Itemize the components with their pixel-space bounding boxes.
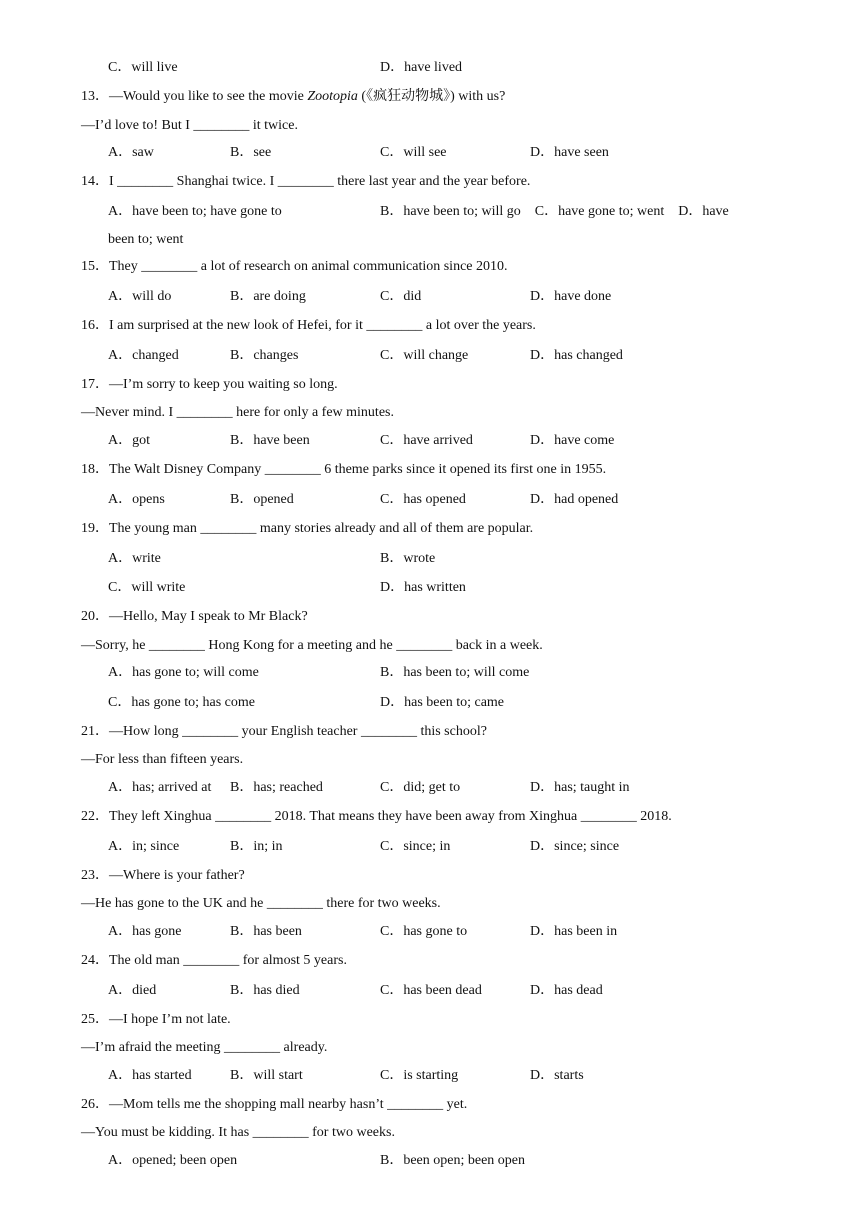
q15-stem: 15．They ________ a lot of research on animal communication since 2010. (81, 259, 508, 274)
q13-option-c[interactable]: C．will see (380, 145, 447, 160)
q14-option-a[interactable]: A．have been to; have gone to (108, 204, 282, 219)
q20-reply: —Sorry, he ________ Hong Kong for a meeting and he ________ back in a week. (81, 638, 543, 653)
q18-option-c[interactable]: C．has opened (380, 492, 466, 507)
q13-option-d[interactable]: D．have seen (530, 145, 609, 160)
q19-option-d[interactable]: D．has written (380, 580, 466, 595)
q19-stem: 19．The young man ________ many stories already and all of them are popular. (81, 521, 534, 536)
q13-stem (81, 88, 505, 106)
q22-option-a[interactable]: A．in; since (108, 839, 180, 854)
q20-option-b[interactable]: B．has been to; will come (380, 665, 530, 680)
q18-stem: 18．The Walt Disney Company ________ 6 theme parks since it opened its first one in 1955. (81, 462, 607, 477)
q21-stem: 21．—How long ________ your English teacher ________ this school? (81, 724, 487, 739)
q21-reply: —For less than fifteen years. (81, 752, 244, 767)
q20-stem: 20．—Hello, May I speak to Mr Black? (81, 609, 308, 624)
q13-movie-title: Zootopia (307, 89, 358, 104)
q22-option-b[interactable]: B．in; in (230, 839, 283, 854)
q24-stem: 24．The old man ________ for almost 5 years. (81, 953, 347, 968)
q23-option-d[interactable]: D．has been in (530, 924, 618, 939)
q16-option-c[interactable]: C．will change (380, 348, 469, 363)
q13-reply: —I’d love to! But I ________ it twice. (81, 118, 298, 133)
q26-reply: —You must be kidding. It has ________ for two weeks. (81, 1125, 395, 1140)
q15-option-c[interactable]: C．did (380, 289, 422, 304)
q19-option-c[interactable]: C．will write (108, 580, 186, 595)
q16-option-d[interactable]: D．has changed (530, 348, 623, 363)
q24-option-c[interactable]: C．has been dead (380, 983, 482, 998)
q23-option-b[interactable]: B．has been (230, 924, 302, 939)
q23-option-a[interactable]: A．has gone (108, 924, 182, 939)
q22-option-d[interactable]: D．since; since (530, 839, 620, 854)
q24-option-b[interactable]: B．has died (230, 983, 300, 998)
q25-option-d[interactable]: D．starts (530, 1068, 584, 1083)
q22-option-c[interactable]: C．since; in (380, 839, 451, 854)
q26-option-a[interactable]: A．opened; been open (108, 1153, 238, 1168)
q17-stem: 17．—I’m sorry to keep you waiting so long. (81, 377, 338, 392)
q24-option-d[interactable]: D．has dead (530, 983, 603, 998)
q16-stem: 16．I am surprised at the new look of Hefei, for it ________ a lot over the years. (81, 318, 536, 333)
q25-option-a[interactable]: A．has started (108, 1068, 192, 1083)
q17-option-b[interactable]: B．have been (230, 433, 310, 448)
q18-option-b[interactable]: B．opened (230, 492, 294, 507)
q14-option-d-wrap: been to; went (108, 232, 184, 247)
q26-option-b[interactable]: B．been open; been open (380, 1153, 526, 1168)
q15-option-a[interactable]: A．will do (108, 289, 172, 304)
q16-option-a[interactable]: A．changed (108, 348, 179, 363)
q21-option-b[interactable]: B．has; reached (230, 780, 323, 795)
q13-stem-pre: 13．—Would you like to see the movie (81, 89, 308, 104)
q14-stem: 14．I ________ Shanghai twice. I ________ there last year and the year before. (81, 174, 531, 189)
q21-option-c[interactable]: C．did; get to (380, 780, 461, 795)
q13-option-a[interactable]: A．saw (108, 145, 154, 160)
q12-option-d[interactable]: D．have lived (380, 60, 463, 75)
q17-option-d[interactable]: D．have come (530, 433, 615, 448)
q18-option-d[interactable]: D．had opened (530, 492, 619, 507)
q20-option-a[interactable]: A．has gone to; will come (108, 665, 259, 680)
q21-option-a[interactable]: A．has; arrived at (108, 780, 212, 795)
q14-options-bcd[interactable]: B．have been to; will go C．have gone to; went D．have (380, 204, 729, 219)
q25-stem: 25．—I hope I’m not late. (81, 1012, 231, 1027)
q20-option-c[interactable]: C．has gone to; has come (108, 695, 255, 710)
q21-option-d[interactable]: D．has; taught in (530, 780, 630, 795)
q20-option-d[interactable]: D．has been to; came (380, 695, 505, 710)
q17-option-c[interactable]: C．have arrived (380, 433, 473, 448)
q23-option-c[interactable]: C．has gone to (380, 924, 468, 939)
q17-option-a[interactable]: A．got (108, 433, 150, 448)
q26-stem: 26．—Mom tells me the shopping mall nearby hasn’t ________ yet. (81, 1097, 468, 1112)
q25-option-c[interactable]: C．is starting (380, 1068, 459, 1083)
q25-option-b[interactable]: B．will start (230, 1068, 303, 1083)
q23-stem: 23．—Where is your father? (81, 868, 245, 883)
q22-stem: 22．They left Xinghua ________ 2018. That means they have been away from Xinghua ________ 2018. (81, 809, 672, 824)
q19-option-a[interactable]: A．write (108, 551, 161, 566)
q23-reply: —He has gone to the UK and he ________ there for two weeks. (81, 896, 441, 911)
q13-option-b[interactable]: B．see (230, 145, 272, 160)
q18-option-a[interactable]: A．opens (108, 492, 165, 507)
q13-stem-post: (《疯狂动物城》) with us? (357, 89, 506, 104)
q17-reply: —Never mind. I ________ here for only a few minutes. (81, 405, 394, 420)
q25-reply: —I’m afraid the meeting ________ already. (81, 1040, 328, 1055)
q12-option-c[interactable]: C．will live (108, 60, 178, 75)
q15-option-d[interactable]: D．have done (530, 289, 612, 304)
q15-option-b[interactable]: B．are doing (230, 289, 306, 304)
q24-option-a[interactable]: A．died (108, 983, 157, 998)
q16-option-b[interactable]: B．changes (230, 348, 299, 363)
q19-option-b[interactable]: B．wrote (380, 551, 436, 566)
